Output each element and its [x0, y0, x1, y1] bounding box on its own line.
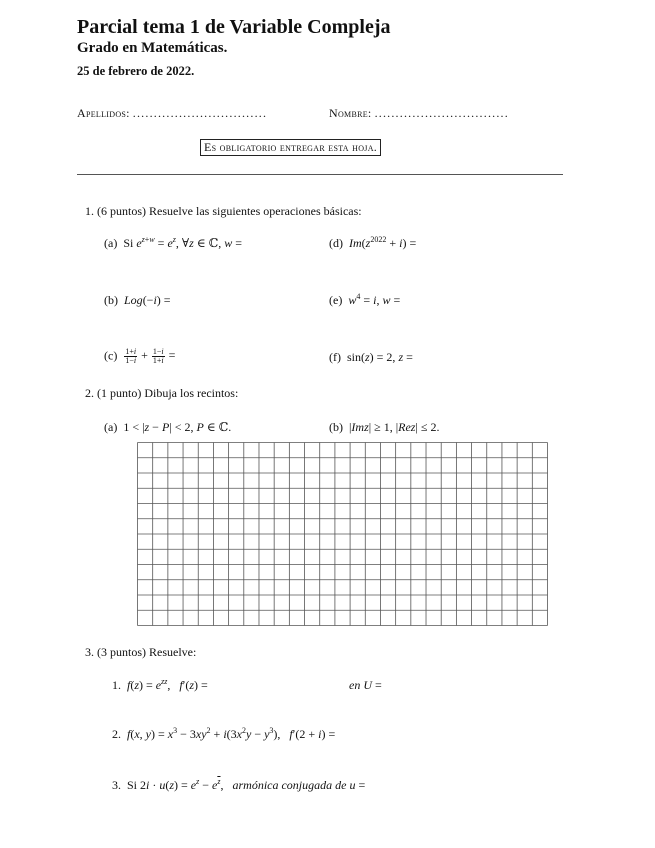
q1-e-label: (e) [329, 293, 343, 307]
q1-a-formula: $e^{z+w} = e^z$, ∀z ∈ ℂ, w = [136, 235, 243, 250]
exam-title: Parcial tema 1 de Variable Compleja [77, 16, 391, 38]
q1-b-label: (b) [104, 293, 118, 307]
q2-item-b [329, 420, 439, 435]
nombre-label: Nombre: [329, 106, 372, 120]
q1-f-formula: sin(z) = 2, z = [347, 350, 413, 364]
q3-1-domain [349, 678, 382, 693]
q3-2-label: 2. [112, 727, 121, 741]
q2-a-formula: 1 < |z − P| < 2, P ∈ ℂ. [123, 420, 232, 434]
q2-heading: 2. (1 punto) Dibuja los recintos: [85, 386, 239, 400]
q1-e-formula: $w^4 = i$, w = [348, 292, 401, 307]
q1-a-label: (a) [104, 236, 118, 250]
nombre-field[interactable] [329, 106, 509, 121]
exam-date: 25 de febrero de 2022. [77, 64, 195, 78]
q1-d-formula: $Im(z^{2022} + i)$ = [349, 235, 417, 250]
q2-item-a [104, 420, 231, 435]
q3-item-1 [112, 678, 208, 693]
q1-a-text: Si [123, 236, 134, 250]
q2-b-label: (b) [329, 420, 343, 434]
q3-item-3 [112, 778, 365, 793]
drawing-grid[interactable] [137, 442, 548, 631]
q1-f-label: (f) [329, 350, 341, 364]
q1-heading: 1. (6 puntos) Resuelve las siguientes operaciones básicas: [85, 204, 362, 218]
q1-item-f [329, 350, 413, 365]
mandatory-notice: Es obligatorio entregar esta hoja. [200, 139, 381, 156]
q3-3-label: 3. [112, 778, 121, 792]
q1-item-c [104, 348, 175, 365]
q2-b-formula: |Imz| ≥ 1, |Rez| ≤ 2. [349, 420, 440, 434]
q3-heading: 3. (3 puntos) Resuelve: [85, 645, 197, 659]
apellidos-label: Apellidos: [77, 106, 130, 120]
q1-item-a [104, 236, 242, 251]
header-divider [77, 174, 563, 175]
exam-subtitle: Grado en Matemáticas. [77, 40, 228, 56]
grid-svg [137, 442, 548, 626]
q1-item-e [329, 293, 400, 308]
q3-2-formula: f(x, $y) = x^3 - 3xy^2 + i(3x^2y - y^3)$, f′(2 + i) = [127, 726, 336, 741]
q1-b-formula: Log(−i) = [124, 293, 171, 307]
q2-a-label: (a) [104, 420, 118, 434]
apellidos-dots: ................................ [132, 106, 268, 120]
q3-item-2 [112, 727, 335, 742]
q1-c-label: (c) [104, 348, 118, 363]
q1-d-label: (d) [329, 236, 343, 250]
q3-1-label: 1. [112, 678, 121, 692]
q1-item-b [104, 293, 171, 308]
q1-c-formula: $\frac{1+i}{1-i}$ + $\frac{1-i}{1+i}$ = [125, 347, 176, 365]
q3-1-domain-formula: en U = [349, 678, 382, 692]
q3-1-formula: $f(z) = e^{zz}$, f′(z) = [127, 677, 208, 692]
q1-item-d [329, 236, 416, 251]
nombre-dots: ................................ [374, 106, 509, 120]
q3-3-formula: Si $2i \cdot u(z) = e^z - e^{\overline{z}}$, armónica conjugada de u = [127, 777, 366, 792]
apellidos-field[interactable] [77, 106, 267, 121]
